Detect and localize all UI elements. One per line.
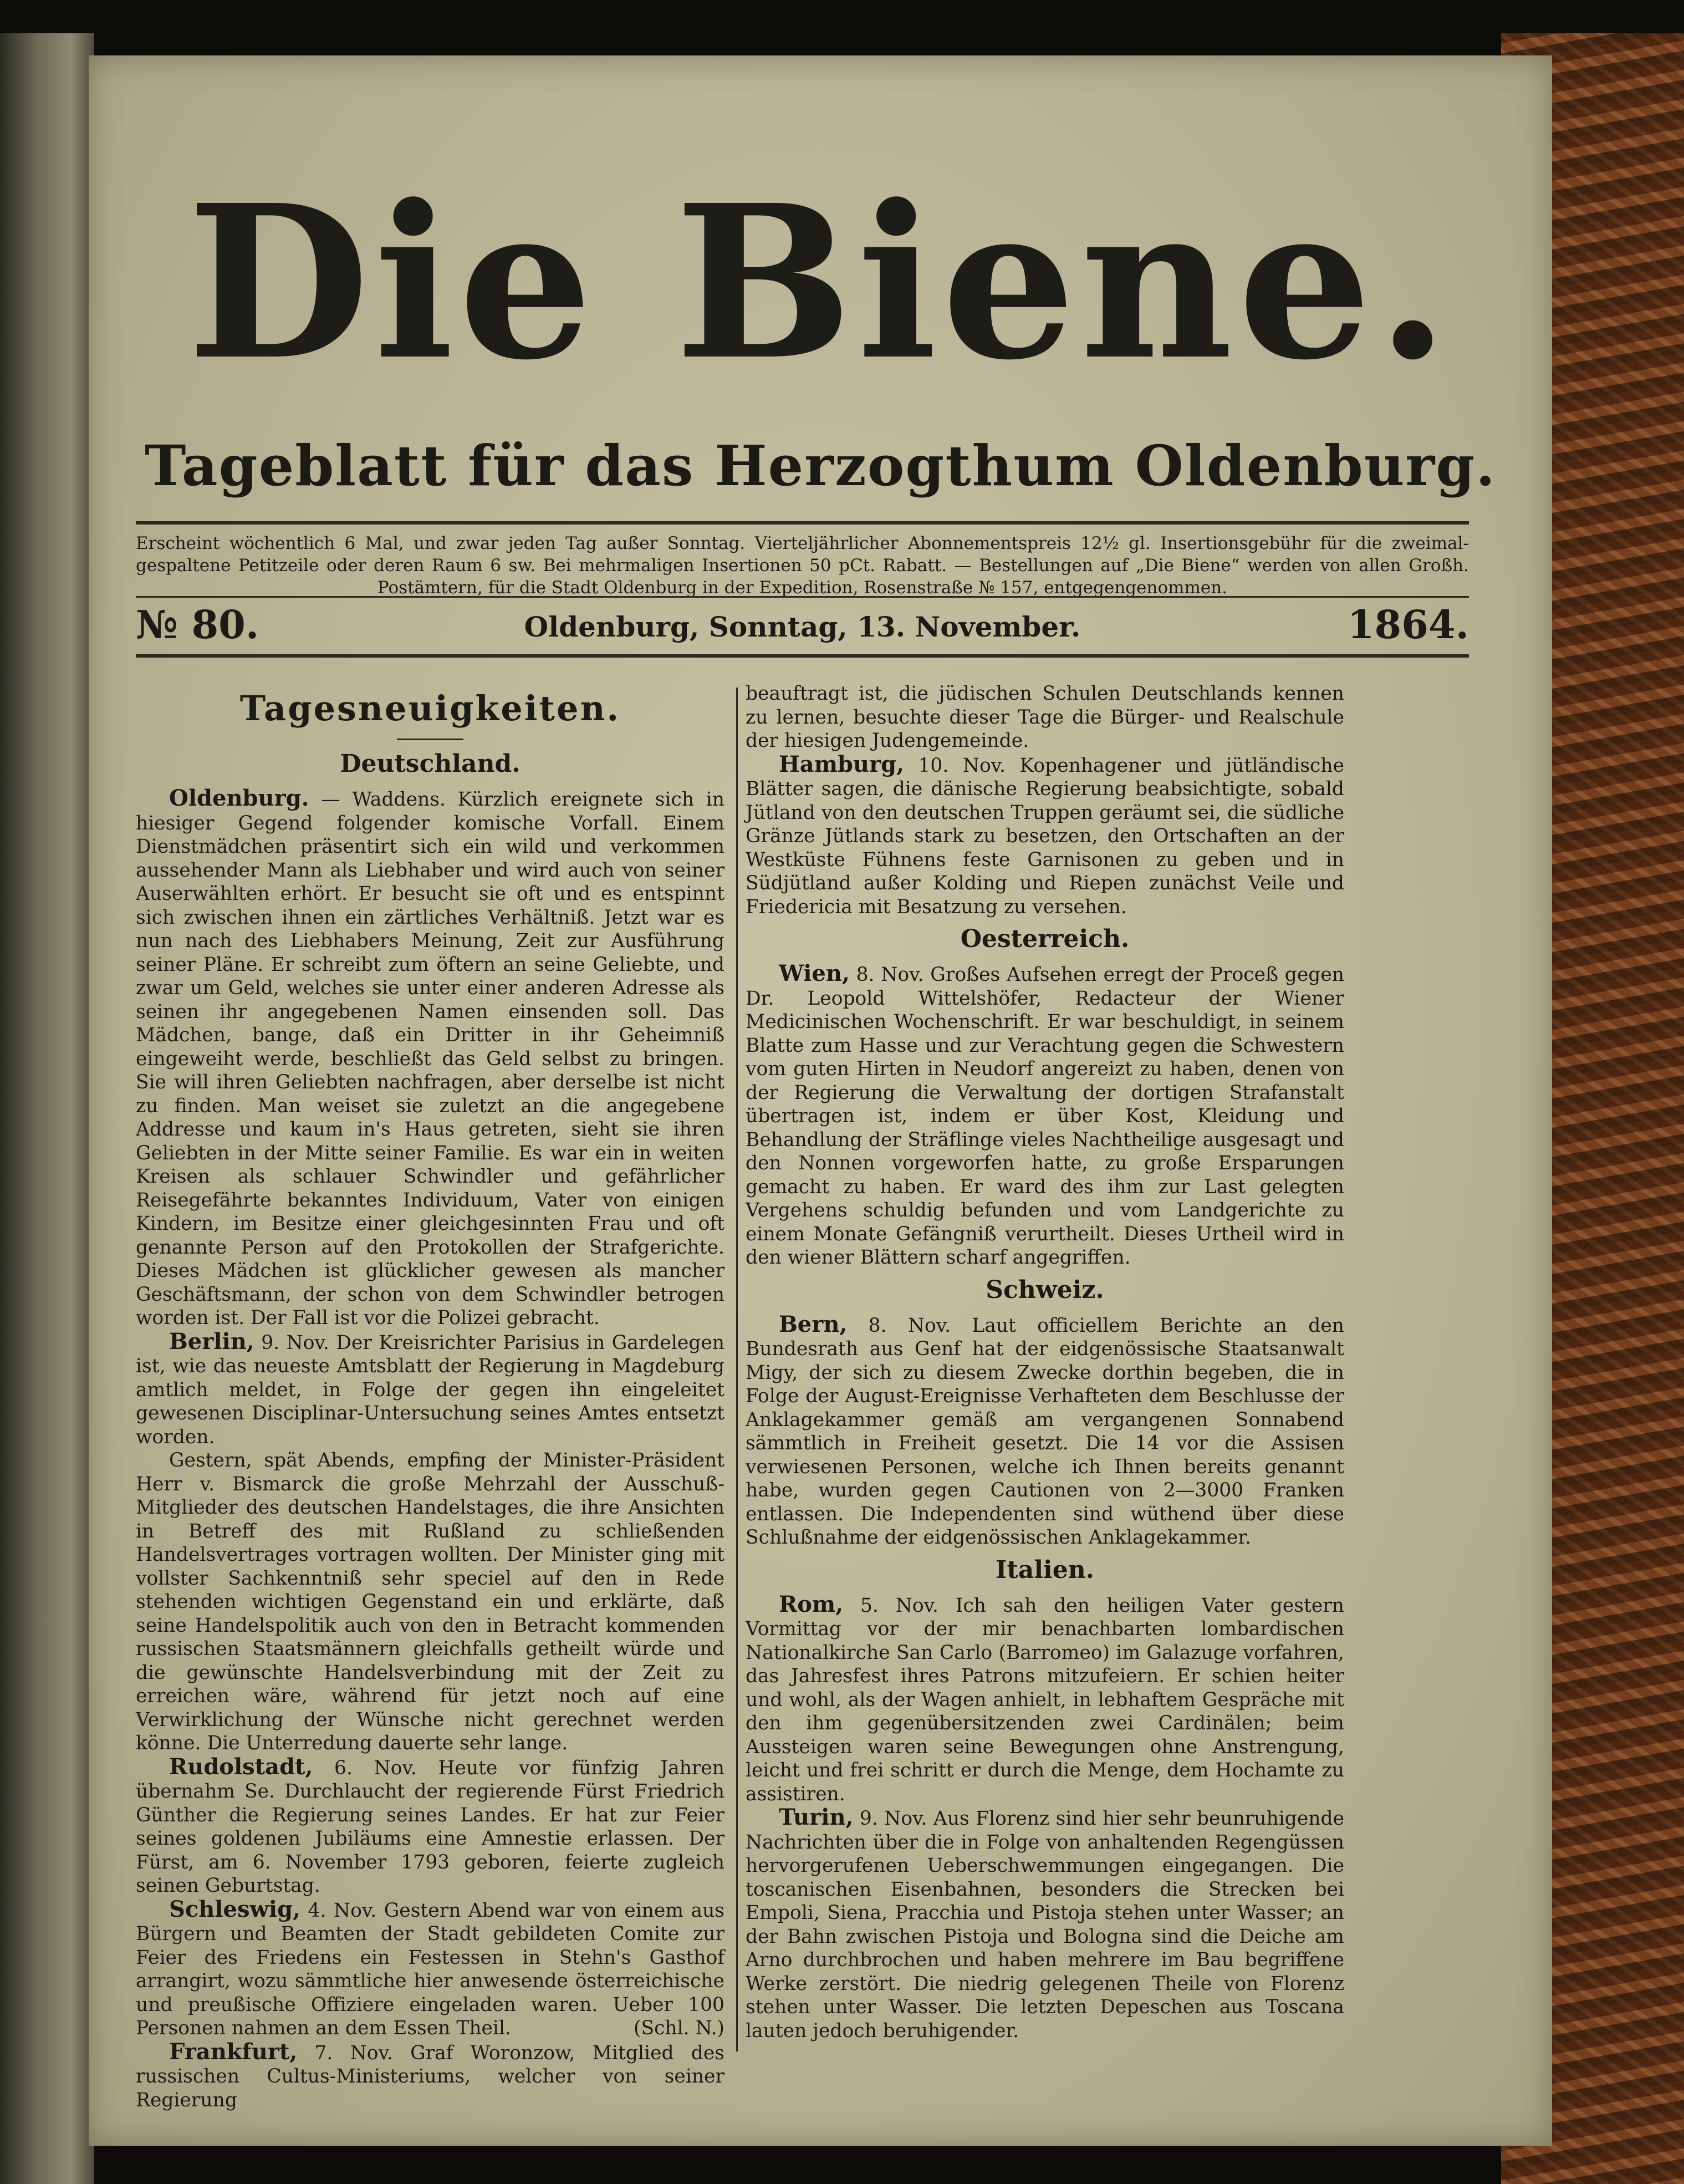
article-berlin [136,1330,724,1449]
masthead-subtitle: Tageblatt für das Herzogthum Oldenburg. [145,433,1496,498]
right-column [746,682,1344,2043]
masthead-rule [136,521,1469,525]
news-title: Tagesneuigkeiten. [239,688,621,729]
article-hamburg [746,753,1344,919]
notice-rule [136,596,1469,598]
dateline [136,602,1469,651]
subscription-notice: Erscheint wöchentlich 6 Mal, und zwar jeden Tag außer Sonntag. Vierteljährlicher Abonnementspreis 12½ gl. Insertionsgebühr für die zweimal-gespaltene Petitzeile oder deren Raum 6 sw. Bei mehrmaligen Insertionen 50 pCt. Rabatt. — Bestellungen auf „Die Biene“ werden von allen Großh. Postämtern, für die Stadt Oldenburg in der Expedition, Rosenstraße № 157, entgegengenommen. [136,533,1469,598]
issue-year: 1864. [1347,602,1469,648]
article-text: 8. Nov. Laut officiellem Berichte an den Bundesrath aus Genf hat der eidgenössische Staatsanwalt Migy, der sich zu diesem Zwecke dorthin begeben, die in Folge der August-Ereignisse Verhafteten dem Beschlusse der Anklagekammer gemäß am vergangenen Sonnabend sämmtlich in Freiheit gesetzt. Die 14 vor die Assisen verwiesenen Personen, welche ich Ihnen bereits genannt habe, wurden gegen Cautionen von 2—3000 Franken entlassen. Die Independenten sind wüthend über diese Schlußnahme der eidgenössischen Anklagekammer. [746,1314,1344,1549]
article-place: Hamburg, [779,751,905,777]
article-turin [746,1806,1344,2043]
article-text: Gestern, spät Abends, empfing der Minister-Präsident Herr v. Bismarck die große Mehrzahl der Ausschuß-Mitglieder des deutschen Handelstages, die ihre Ansichten in Betreff des mit Rußland zu schließenden Handelsvertrages vortragen wollten. Der Minister ging mit vollster Sachkenntniß sehr speciel auf den in Rede stehenden wichtigen Gegenstand ein und erklärte, daß seine Handelspolitik auch von den in Betracht kommenden russischen Staatsmännern gleichfalls getheilt würde und die gewünschte Handelsverbindung mit der Zeit zu erreichen wäre, während für jetzt noch auf eine Verwirklichung der Wünsche nicht gerechnet werden könne. Die Unterredung dauerte sehr lange. [136,1449,724,1754]
article-place: Turin, [779,1804,854,1830]
article-text: 8. Nov. Großes Aufsehen erregt der Proceß gegen Dr. Leopold Wittelshöfer, Redacteur der Wiener Medicinischen Wochenschrift. Er war beschuldigt, in seinem Blatte zum Hasse und zur Verachtung gegen die Schwestern vom guten Hirten in Neudorf angereizt zu haben, denen von der Regierung die Verwaltung der dortigen Strafanstalt übertragen ist, indem er über Kost, Kleidung und Behandlung der Sträflinge vieles Nachtheilige ausgesagt und den Nonnen vorgeworfen hatte, zu große Ersparungen gemacht zu haben. Er ward des ihm zur Last gelegten Vergehens schuldig befunden und vom Landgerichte zu einem Monate Gefängniß verurtheilt. Dieses Urtheil wird in den wiener Blättern scharf angegriffen. [746,964,1344,1269]
article-place: Frankfurt, [169,2038,298,2065]
article-place: Wien, [779,960,850,986]
title-rule [397,739,463,740]
column-divider [736,688,738,2051]
issue-number: № 80. [136,602,259,648]
dateline-rule [136,654,1469,658]
section-deutschland: Deutschland. [340,750,520,778]
article-text: 5. Nov. Ich sah den heiligen Vater gestern Vormittag vor der mir benachbarten lombardischen Nationalkirche San Carlo (Barromeo) im Galazuge vorfahren, das Jahresfest ihres Patrons mitzufeiern. Er schien heiter und wohl, als der Wagen anhielt, in lebhaftem Gespräche mit den ihm gegenübersitzenden zwei Cardinälen; beim Aussteigen waren seine Bewegungen ohne Anstrengung, leicht und frei schritt er durch die Menge, dem Hochamte zu assistiren. [746,1594,1344,1805]
article-text: 6. Nov. Heute vor fünfzig Jahren übernahm Se. Durchlaucht der regierende Fürst Friedrich Günther die Regierung seines Landes. Er hat zur Feier seines goldenen Jubiläums eine Amnestie erlassen. Der Fürst, am 6. November 1793 geboren, feierte zugleich seinen Geburtstag. [136,1757,724,1897]
article-frankfurt [136,2040,724,2112]
book-binding-left [0,33,94,2184]
article-text: 9. Nov. Der Kreisrichter Parisius in Gardelegen ist, wie das neueste Amtsblatt der Regierung in Magdeburg amtlich meldet, in Folge der gegen ihn eingeleitet gewesenen Disciplinar-Untersuchung seines Amtes entsetzt worden. [136,1331,724,1448]
section-italien: Italien. [995,1555,1095,1584]
source-signoff: (Schl. N.) [633,2017,724,2039]
article-frankfurt-continued: beauftragt ist, die jüdischen Schulen Deutschlands kennen zu lernen, besuchte dieser Tage die Bürger- und Realschule der hiesigen Judengemeinde. [746,683,1344,752]
article-text: 10. Nov. Kopenhagener und jütländische Blätter sagen, die dänische Regierung beabsichtigte, sobald Jütland von den deutschen Truppen geräumt sei, die südliche Gränze Jütlands stark zu besetzen, den Ortschaften an der Westküste Fühnens feste Garnisonen zu geben und in Südjütland außer Kolding und Riepen zunächst Veile und Friedericia mit Besatzung zu versehen. [746,754,1344,918]
section-schweiz: Schweiz. [986,1275,1104,1304]
article-text: — Waddens. Kürzlich ereignete sich in hiesiger Gegend folgender komische Vorfall. Einem Dienstmädchen präsentirt sich ein wild und verkommen aussehender Mann als Liebhaber und wird auch von seiner Auserwählten erhört. Er besucht sie oft und es entspinnt sich zwischen ihnen ein zärtliches Verhältniß. Jetzt war es nun nach des Liebhabers Meinung, Zeit zur Ausführung seiner Pläne. Er schreibt zum öftern an seine Geliebte, und zwar um Geld, welches sie unter einer anderen Adresse als seinen ihr angegebenen Namen einsenden soll. Das Mädchen, bange, daß ein Dritter in ihr Geheimniß eingeweiht werde, beschließt das Geld selbst zu bringen. Sie will ihren Geliebten nachfragen, aber derselbe ist nicht zu finden. Man weiset sie zuletzt an die angegebene Addresse und kaum in's Haus getreten, sieht sie ihren Geliebten in der Mitte seiner Familie. Es war ein in weiten Kreisen als schlauer Schwindler und gefährlicher Reisegefährte bekanntes Individuum, Vater von einigen Kindern, im Besitze einer gleichgesinnten Frau und oft genannte Person auf den Protokollen der Strafgerichte. Dieses Mädchen ist glücklicher gewesen als mancher Geschäftsmann, der schon von dem Schwindler betrogen worden ist. Der Fall ist vor die Polizei gebracht. [136,788,724,1329]
article-place: Bern, [779,1311,848,1337]
article-text: 9. Nov. Aus Florenz sind hier sehr beunruhigende Nachrichten über die in Folge von anhaltenden Regengüssen hervorgerufenen Ueberschwemmungen eingegangen. Die toscanischen Eisenbahnen, besonders die Strecken bei Empoli, Siena, Pracchia und Pistoja stehen unter Wasser; an der Bahn zwischen Pistoja und Bologna sind die Deiche am Arno durchbrochen und haben mehrere im Bau begriffene Werke zerstört. Die niedrig gelegenen Theile von Florenz stehen unter Wasser. Die letzten Depeschen aus Toscana lauten jedoch beruhigender. [746,1808,1344,2042]
article-place: Rudolstadt, [169,1753,313,1780]
article-place: Rom, [779,1591,844,1617]
left-column [136,682,724,2112]
section-oesterreich: Oesterreich. [960,925,1130,953]
article-berlin-2 [136,1449,724,1755]
article-rom [746,1593,1344,1806]
article-wien [746,962,1344,1270]
article-schleswig [136,1898,724,2040]
masthead-title: Die Biene. [187,159,1454,406]
newspaper-page [89,55,1552,2146]
article-text: 7. Nov. Graf Woronzow, Mitglied des russischen Cultus-Ministeriums, welcher von seiner Regierung [136,2042,724,2111]
article-place: Oldenburg. [169,785,309,811]
article-rudolstadt [136,1755,724,1898]
article-oldenburg [136,787,724,1330]
article-place: Berlin, [169,1328,254,1355]
article-text: 4. Nov. Gestern Abend war von einem aus Bürgern und Beamten der Stadt gebildeten Comite zur Feier des Friedens ein Festessen in Stehn's Gasthof arrangirt, wozu sämmtliche hier anwesende österreichische und preußische Offiziere eingeladen waren. Ueber 100 Personen nahmen an dem Essen Theil. [136,1899,724,2039]
issue-date: Oldenburg, Sonntag, 13. November. [524,610,1081,643]
article-place: Schleswig, [169,1896,301,1922]
article-bern [746,1313,1344,1550]
